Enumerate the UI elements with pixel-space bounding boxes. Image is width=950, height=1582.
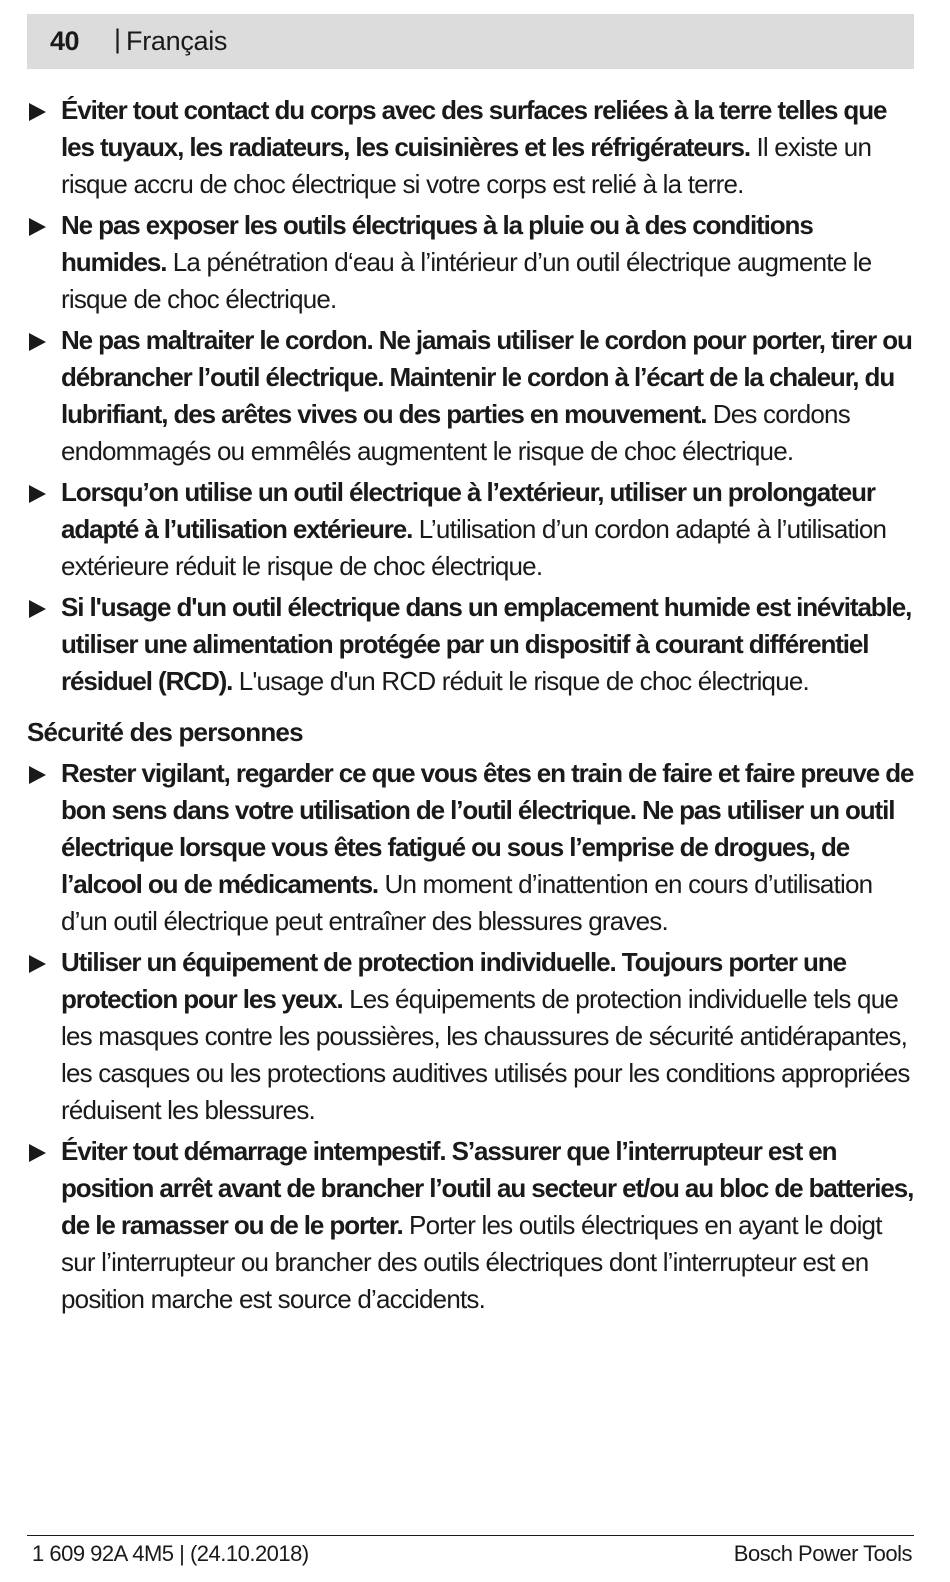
header-separator: | (114, 24, 122, 54)
item-bold-text: Éviter tout contact du corps avec des surfaces reliées à la terre telles que les tuyaux, les radiateurs, les cuisinières et les réfrigérateurs. (61, 95, 887, 162)
item-text: Porter les outils électriques en ayant le doigt sur l’interrupteur ou brancher des outils électriques dont l’interrupteur est en position marche est source d’accidents. (61, 1210, 882, 1314)
item-text: Des cordons endommagés ou emmêlés augmentent le risque de choc électrique. (61, 399, 850, 466)
item-text: L’utilisation d’un cordon adapté à l’utilisation extérieure réduit le risque de choc électrique. (61, 514, 887, 581)
item-bold-text: Ne pas exposer les outils électriques à la pluie ou à des conditions humides. (61, 210, 813, 277)
footer-brand: Bosch Power Tools (733, 1541, 912, 1566)
section-title: Sécurité des personnes (27, 717, 303, 747)
list-item (27, 944, 917, 1129)
bullet-triangle-icon (29, 485, 46, 503)
bullet-triangle-icon (29, 103, 46, 121)
list-item (27, 92, 917, 203)
footer-doc-id: 1 609 92A 4M5 | (24.10.2018) (32, 1541, 309, 1566)
list-item (27, 755, 917, 940)
bullet-triangle-icon (29, 1144, 46, 1162)
item-bold-text: Rester vigilant, regarder ce que vous êtes en train de faire et faire preuve de bon sens dans votre utilisation de l’outil électrique. Ne pas utiliser un outil électrique lorsque vous êtes fatigué ou sous l’emprise de drogues, de l’alcool ou de médicaments. (61, 758, 914, 899)
list-item (27, 589, 917, 700)
list-item (27, 474, 917, 585)
language-label: Français (126, 26, 228, 56)
item-text: Il existe un risque accru de choc électrique si votre corps est relié à la terre. (61, 132, 872, 199)
item-text: Les équipements de protection individuelle tels que les masques contre les poussières, les chaussures de sécurité antidérapantes, les casques ou les protections auditives utilisés pour les conditions appropriées réduisent les blessures. (61, 984, 910, 1125)
page-header (27, 14, 914, 69)
item-text: Un moment d’inattention en cours d’utilisation d’un outil électrique peut entraîner des blessures graves. (61, 869, 873, 936)
page-content (27, 92, 917, 1322)
bullet-triangle-icon (29, 333, 46, 351)
item-bold-text: Utiliser un équipement de protection individuelle. Toujours porter une protection pour les yeux. (61, 947, 846, 1014)
list-item (27, 322, 917, 470)
item-bold-text: Ne pas maltraiter le cordon. Ne jamais utiliser le cordon pour porter, tirer ou débrancher l’outil électrique. Maintenir le cordon à l’écart de la chaleur, du lubrifiant, des arêtes vives ou des parties en mouvement. (61, 325, 912, 429)
footer-divider (27, 1535, 914, 1536)
list-item (27, 207, 917, 318)
bullet-triangle-icon (29, 218, 46, 236)
bullet-triangle-icon (29, 955, 46, 973)
page-number: 40 (50, 26, 80, 56)
bullet-triangle-icon (29, 766, 46, 784)
item-text: La pénétration d‘eau à l’intérieur d’un outil électrique augmente le risque de choc électrique. (61, 247, 872, 314)
list-item (27, 1133, 917, 1318)
item-bold-text: Lorsqu’on utilise un outil électrique à l’extérieur, utiliser un prolongateur adapté à l’utilisation extérieure. (61, 477, 875, 544)
item-text: L'usage d'un RCD réduit le risque de choc électrique. (232, 666, 809, 696)
item-bold-text: Si l'usage d'un outil électrique dans un emplacement humide est inévitable, utiliser une alimentation protégée par un dispositif à courant différentiel résiduel (RCD). (61, 592, 912, 696)
bullet-triangle-icon (29, 600, 46, 618)
item-bold-text: Éviter tout démarrage intempestif. S’assurer que l’interrupteur est en position arrêt avant de brancher l’outil au secteur et/ou au bloc de batteries, de le ramasser ou de le porter. (61, 1136, 914, 1240)
